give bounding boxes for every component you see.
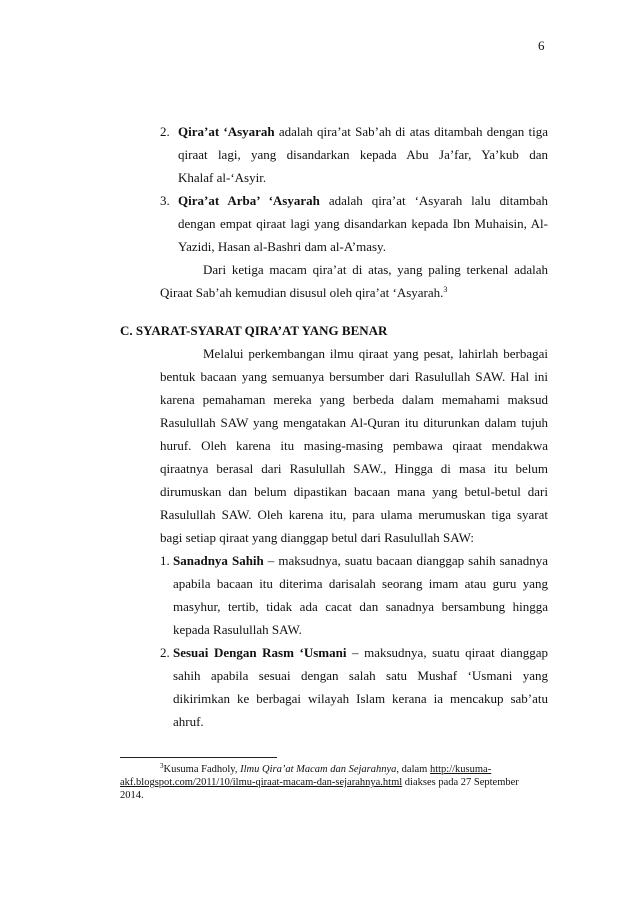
body-line: huruf. Oleh karena itu masing-masing pembawa qiraat mendakwa — [160, 438, 548, 453]
list-item-term: Sesuai Dengan Rasm ‘Usmani — [173, 645, 347, 660]
list-item-text: adalah qira’at ‘Asyarah lalu ditambah — [319, 193, 548, 208]
body-line: Rasulullah SAW yang mengatakan Al-Quran itu diturunkan dalam tujuh — [160, 415, 548, 430]
list-item-text: – maksudnya, suatu qiraat dianggap — [346, 645, 548, 660]
list-item-line: dikirimkan ke berbagai wilayah Islam kerana ia mencakup sab’atu — [173, 691, 548, 706]
footnote-text: , dalam — [396, 764, 430, 775]
footnote-author: Kusuma Fadholy, — [163, 764, 241, 775]
body-line: bagi setiap qiraat yang dianggap betul dari Rasulullah SAW: — [160, 530, 475, 545]
list-item-line — [178, 124, 548, 140]
footnote-divider — [120, 757, 277, 758]
list-item-line — [173, 553, 548, 569]
footnote-line: 2014. — [120, 790, 144, 801]
list-number: 3. — [160, 193, 170, 208]
footnote-text: diakses pada 27 September — [402, 777, 519, 788]
summary-line — [160, 285, 447, 301]
body-line: karena pemahaman mereka yang berbeda dalam memahami maksud — [160, 392, 548, 407]
list-item-text: adalah qira’at Sab’ah di atas ditambah dengan tiga — [274, 124, 548, 139]
body-line: Rasulullah SAW. Oleh karena itu, para ulama merumuskan tiga syarat — [160, 507, 548, 522]
footnote-line — [160, 763, 491, 776]
list-item-line: masyhur, tertib, tidak ada cacat dan sanadnya bersambung hingga — [173, 599, 548, 614]
list-item-line: sahih apabila sesuai dengan salah satu Mushaf ‘Usmani yang — [173, 668, 548, 683]
footnote-link[interactable]: http://kusuma- — [429, 764, 492, 775]
body-line: qiraatnya berasal dari Rasulullah SAW., Hingga di masa itu belum — [160, 461, 548, 476]
footnote-link[interactable]: akf.blogspot.com/2011/10/ilmu-qiraat-macam-dan-sejarahnya.html — [120, 777, 403, 788]
list-item-line: Khalaf al-‘Asyir. — [178, 170, 267, 185]
list-item-term: Sanadnya Sahih — [173, 553, 264, 568]
list-item-term: Qira’at Arba’ ‘Asyarah — [178, 193, 320, 208]
footnote-number: 3 — [160, 762, 164, 770]
list-item-line: qiraat lagi, yang disandarkan kepada Abu Ja’far, Ya’kub dan — [178, 147, 548, 162]
list-number: 2. — [160, 124, 170, 139]
footnote-ref: 3 — [443, 285, 448, 294]
body-line: bentuk bacaan yang semuanya bersumber dari Rasulullah SAW. Hal ini — [160, 369, 548, 384]
list-item-line: dengan empat qiraat lagi yang disandarkan kepada Ibn Muhaisin, Al- — [178, 216, 548, 231]
footnote-line — [120, 776, 519, 789]
body-line: dirumuskan dan belum dipastikan bacaan mana yang betul-betul dari — [160, 484, 548, 499]
list-item-line: kepada Rasulullah SAW. — [173, 622, 302, 637]
list-item-line — [178, 193, 548, 209]
footnote-title: Ilmu Qira’at Macam dan Sejarahnya — [240, 764, 397, 775]
list-number: 2. — [160, 645, 170, 660]
page-number: 6 — [538, 38, 545, 53]
section-heading: C. SYARAT-SYARAT QIRA’AT YANG BENAR — [120, 323, 388, 338]
list-item-term: Qira’at ‘Asyarah — [178, 124, 275, 139]
list-item-line: apabila bacaan itu diterima darisalah seorang imam atau guru yang — [173, 576, 548, 591]
body-line: Melalui perkembangan ilmu qiraat yang pesat, lahirlah berbagai — [203, 346, 548, 361]
list-item-text: – maksudnya, suatu bacaan dianggap sahih sanadnya — [263, 553, 548, 568]
summary-text: Qiraat Sab’ah kemudian disusul oleh qira’at ‘Asyarah. — [160, 285, 444, 300]
list-number: 1. — [160, 553, 170, 568]
list-item-line: Yazidi, Hasan al-Bashri dam al-A’masy. — [178, 239, 386, 254]
list-item-line — [173, 645, 548, 661]
list-item-line: ahruf. — [173, 714, 204, 729]
summary-line: Dari ketiga macam qira’at di atas, yang paling terkenal adalah — [203, 262, 548, 277]
